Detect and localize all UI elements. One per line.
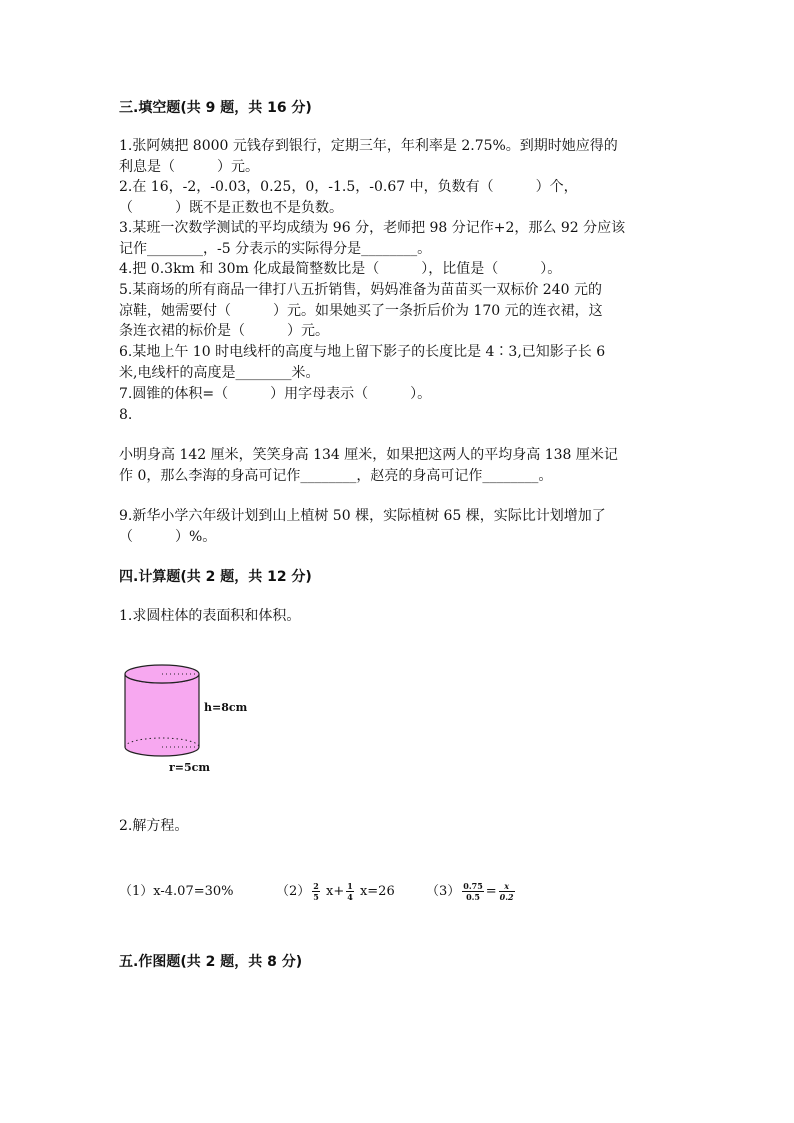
height-label: h=8cm (204, 701, 248, 714)
section-4-title: 四.计算题(共 2 题，共 12 分) (119, 569, 312, 585)
q8-line1: 小明身高 142 厘米，笑笑身高 134 厘米，如果把这两人的平均身高 138 厘米记 (119, 447, 618, 463)
fraction-numerator: 0.75 (463, 881, 483, 891)
q6-line1: 6.某地上午 10 时电线杆的高度与地上留下影子的长度比是 4∶3,已知影子长 6 (119, 344, 606, 360)
q3-line2: 记作________，-5 分表示的实际得分是________。 (119, 241, 432, 257)
q5-line2: 凉鞋，她需要付（ ）元。如果她买了一条折后价为 170 元的连衣裙，这 (119, 303, 603, 319)
fraction-numerator: 1 (347, 881, 353, 891)
equation-2-prefix: （2） (276, 884, 311, 899)
fraction-denominator: 5 (313, 892, 319, 902)
radius-label: r=5cm (169, 761, 211, 774)
fraction-one-fourth (346, 881, 354, 902)
equation-2-end: x=26 (359, 884, 395, 899)
q8-line2: 作 0，那么李海的身高可记作________，赵亮的身高可记作________。 (119, 468, 553, 484)
fraction-numerator: x (499, 881, 515, 892)
q9-line1: 9.新华小学六年级计划到山上植树 50 棵，实际植树 65 棵，实际比计划增加了 (119, 508, 606, 524)
equation-3 (426, 878, 517, 906)
q6-line2: 米,电线杆的高度是________米。 (119, 365, 320, 381)
equation-2-mid: x+ (326, 884, 345, 899)
equation-3-equals: = (485, 884, 497, 899)
fraction-numerator: 2 (313, 881, 319, 891)
cylinder-body (125, 674, 199, 756)
q9-line2: （ ）%。 (119, 529, 217, 545)
q5-line3: 条连衣裙的标价是（ ）元。 (119, 323, 329, 339)
q1-line1: 1.张阿姨把 8000 元钱存到银行，定期三年，年利率是 2.75%。到期时她应得的 (119, 138, 618, 154)
q2-line2: （ ）既不是正数也不是负数。 (119, 200, 343, 216)
q4-line1: 4.把 0.3km 和 30m 化成最简整数比是（ ），比值是（ ）。 (119, 261, 562, 277)
calc-q1-text: 1.求圆柱体的表面积和体积。 (119, 608, 301, 624)
calc-q2-text: 2.解方程。 (119, 818, 189, 834)
fraction-two-fifths (312, 881, 320, 902)
fraction-x-over-02 (499, 881, 515, 902)
cylinder-figure (118, 658, 258, 778)
section-5-title: 五.作图题(共 2 题，共 8 分) (119, 954, 303, 970)
fraction-denominator: 4 (347, 892, 353, 902)
fraction-denominator: 0.2 (499, 892, 514, 902)
q1-line2: 利息是（ ）元。 (119, 159, 259, 175)
q5-line1: 5.某商场的所有商品一律打八五折销售，妈妈准备为苗苗买一双标价 240 元的 (119, 282, 602, 298)
q7-line1: 7.圆锥的体积=（ ）用字母表示（ ）。 (119, 386, 432, 402)
section-3-title: 三.填空题(共 9 题，共 16 分) (119, 100, 312, 116)
equation-3-prefix: （3） (426, 884, 461, 899)
equation-2 (276, 878, 395, 906)
q8-number: 8. (119, 407, 133, 423)
fraction-075-over-05 (462, 881, 483, 902)
q2-line1: 2.在 16，-2，-0.03，0.25，0，-1.5，-0.67 中，负数有（ ）个， (119, 179, 578, 195)
equation-1: （1）x-4.07=30% (119, 884, 234, 899)
q3-line1: 3.某班一次数学测试的平均成绩为 96 分，老师把 98 分记作+2，那么 92 分应该 (119, 220, 626, 236)
fraction-denominator: 0.5 (466, 892, 480, 902)
